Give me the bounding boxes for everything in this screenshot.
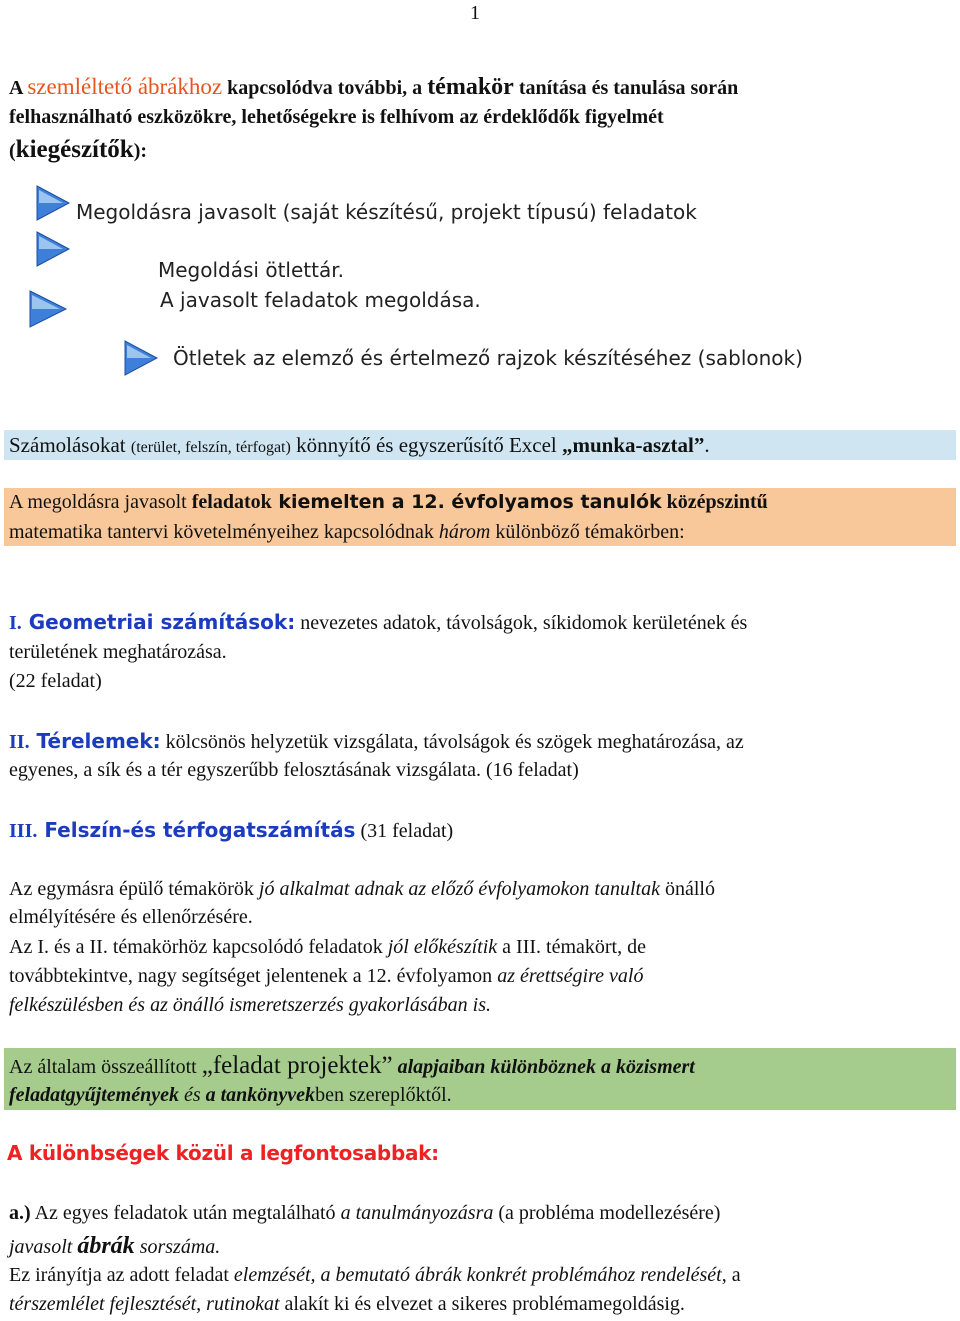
para-2-line-1 (9, 936, 646, 959)
arrow-right-icon[interactable] (33, 228, 73, 270)
orange-text-bold: feladatok (191, 491, 272, 513)
topic-1-number: I. (9, 612, 22, 634)
topic-3-title: Felszín-és térfogatszámítás (37, 818, 356, 842)
topic-2-text: kölcsönös helyzetük vizsgálata, távolságok és szögek meghatározása, az (160, 731, 744, 753)
topic-3-text: (31 feladat) (355, 820, 454, 842)
topic-2-title: Térelemek: (29, 729, 161, 753)
green-projects: „feladat projektek” (201, 1052, 393, 1079)
final-text: , (196, 1293, 207, 1315)
excel-text: könnyítő és egyszerűsítő Excel (290, 433, 562, 457)
para-2-text: Az I. és a II. témakörhöz kapcsolódó feladatok (9, 936, 388, 958)
excel-text: . (704, 433, 710, 457)
orange-line-1 (9, 491, 768, 514)
orange-line-2 (9, 521, 685, 544)
item-a-line-1 (9, 1202, 720, 1225)
item-a-italic: a tanulmányozásra (340, 1202, 494, 1224)
para-1-line-2: elmélyítésére és ellenőrzésére. (9, 906, 253, 928)
para-2-italic: az érettségire való (497, 965, 644, 987)
green-text-emph: feladatgyűjtemények (9, 1084, 179, 1106)
orange-text: A megoldásra javasolt (9, 491, 192, 513)
intro-text: tanítása és tanulása során (513, 77, 739, 99)
final-line-2 (9, 1293, 685, 1316)
para-1-line-1 (9, 878, 715, 901)
final-text: Ez irányítja az adott feladat (9, 1264, 234, 1286)
final-italic: elemzését, a bemutató ábrák konkrét problémához rendelését (233, 1264, 722, 1286)
topic-1-text: nevezetes adatok, távolságok, síkidomok kerületének és (295, 612, 748, 634)
green-text: Az általam összeállított (9, 1056, 202, 1078)
intro-text: A (9, 77, 28, 99)
topic-1-count: (22 feladat) (9, 670, 102, 692)
orange-text-bold: középszintű (661, 491, 768, 513)
para-2-line-3: felkészülésben és az önálló ismeretszerzés gyakorlásában is. (9, 994, 491, 1016)
arrow-right-icon[interactable] (26, 287, 70, 331)
green-text-emph: alapjaiban különböznek a közismert (392, 1056, 695, 1078)
orange-text-sans: kiemelten a 12. évfolyamos tanulók (271, 491, 662, 513)
para-2-text: a III. témakört, de (497, 936, 646, 958)
topic-2-line-2: egyenes, a sík és a tér egyszerűbb felosztásának vizsgálata. (16 feladat) (9, 759, 579, 781)
link-drawing-templates[interactable]: Ötletek az elemző és értelmező rajzok készítéséhez (sablonok) (173, 346, 803, 370)
intro-highlight-figures: szemléltető ábrákhoz (27, 74, 223, 99)
link-solutions[interactable]: A javasolt feladatok megoldása. (160, 288, 481, 312)
green-line-2 (9, 1084, 452, 1107)
item-a-line-2 (9, 1233, 220, 1260)
excel-workbench-link[interactable]: „munka-asztal” (562, 433, 705, 457)
green-text-italic: és (178, 1084, 206, 1106)
para-2-line-2 (9, 965, 643, 988)
item-a-text: Az egyes feladatok után megtalálható (30, 1202, 341, 1224)
excel-text: Számolásokat (9, 433, 131, 457)
item-a-text: (a probléma modellezésére) (493, 1202, 721, 1224)
item-a-italic: sorszáma. (134, 1236, 221, 1258)
intro-supplements: kiegészítők (15, 136, 134, 163)
topic-2-number: II. (9, 731, 30, 753)
green-text: ben szereplőktől. (315, 1084, 452, 1106)
para-2-italic: jól előkészítik (387, 936, 498, 958)
para-1-italic: jó alkalmat adnak az előző évfolyamokon tanultak (258, 878, 660, 900)
orange-text: különböző témakörben: (490, 521, 685, 543)
intro-line-1 (9, 74, 738, 101)
final-italic: rutinokat (206, 1293, 280, 1315)
arrow-right-icon[interactable] (121, 337, 161, 379)
final-text: alakít ki és elvezet a sikeres problémamegoldásig. (279, 1293, 685, 1315)
topic-1-title: Geometriai számítások: (21, 610, 296, 634)
intro-line-2: felhasználható eszközökre, lehetőségekre is felhívom az érdeklődők figyelmét (9, 106, 664, 128)
intro-text: ): (133, 140, 148, 162)
item-a-label: a.) (9, 1202, 31, 1224)
intro-line-3 (9, 136, 147, 164)
topic-1-line-2: területének meghatározása. (9, 641, 227, 663)
intro-text: kapcsolódva további, a (222, 77, 428, 99)
item-a-figures: ábrák (77, 1233, 135, 1259)
final-text: , a (721, 1264, 741, 1286)
topic-2-line-1 (9, 729, 744, 754)
topic-1-line-1 (9, 610, 747, 635)
orange-text: matematika tantervi követelményeihez kapcsolódnak (9, 521, 439, 543)
green-text-emph: a tankönyvek (205, 1084, 316, 1106)
topic-3-line-1 (9, 818, 453, 843)
excel-line (9, 433, 710, 458)
para-1-text: önálló (659, 878, 715, 900)
para-1-text: Az egymásra épülő témakörök (9, 878, 259, 900)
intro-topic: témakör (427, 74, 514, 100)
topic-3-number: III. (9, 820, 38, 842)
link-project-tasks[interactable]: Megoldásra javasolt (saját készítésű, projekt típusú) feladatok (76, 200, 697, 224)
link-solution-ideas[interactable]: Megoldási ötlettár. (158, 258, 344, 282)
item-a-italic: javasolt (9, 1236, 78, 1258)
para-2-text: továbbtekintve, nagy segítséget jelentenek a 12. évfolyamon (9, 965, 498, 987)
intro-text: ( (9, 140, 16, 162)
final-line-1 (9, 1264, 741, 1287)
differences-heading: A különbségek közül a legfontosabbak: (7, 1141, 439, 1165)
arrow-right-icon[interactable] (33, 182, 73, 224)
excel-text-small: (terület, felszín, térfogat) (130, 439, 291, 456)
green-line-1 (9, 1052, 695, 1080)
page-number: 1 (470, 2, 480, 24)
orange-text-italic: három (438, 521, 491, 543)
final-italic: térszemlélet fejlesztését (9, 1293, 197, 1315)
